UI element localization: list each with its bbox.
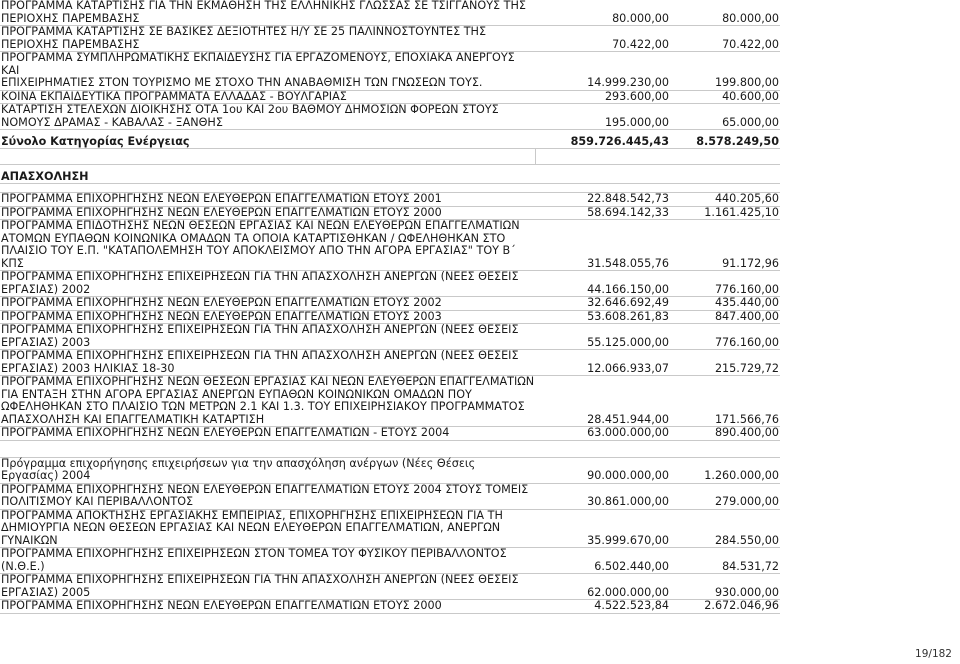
row-value-1: 6.502.440,00 (535, 548, 670, 574)
row-description: ΚΟΙΝΑ ΕΚΠΑΙΔΕΥΤΙΚΑ ΠΡΟΓΡΑΜΜΑΤΑ ΕΛΛΑΔΑΣ - ΒΟΥΛΓΑΡΙΑΣ (0, 90, 535, 104)
row-value-1: 30.861.000,00 (535, 483, 670, 509)
row-value-2: 847.400,00 (670, 310, 780, 324)
table-section-training (0, 0, 780, 130)
table-row (0, 310, 780, 324)
row-value-1: 28.451.944,00 (535, 376, 670, 427)
row-value-1: 31.548.055,76 (535, 220, 670, 271)
row-value-2: 930.000,00 (670, 574, 780, 600)
row-description: ΠΡΟΓΡΑΜΜΑ ΕΠΙΧΟΡΗΓΗΣΗΣ ΕΠΙΧΕΙΡΗΣΕΩΝ ΣΤΟΝ ΤΟΜΕΑ ΤΟΥ ΦΥΣΙΚΟΥ ΠΕΡΙΒΑΛΛΟΝΤΟΣ (Ν.Θ.Ε.) (0, 548, 535, 574)
row-value-2: 776.160,00 (670, 271, 780, 297)
table-row (0, 376, 780, 427)
row-description: ΠΡΟΓΡΑΜΜΑ ΕΠΙΧΟΡΗΓΗΣΗΣ ΕΠΙΧΕΙΡΗΣΕΩΝ ΓΙΑ ΤΗΝ ΑΠΑΣΧΟΛΗΣΗ ΑΝΕΡΓΩΝ (ΝΕΕΣ ΘΕΣΕΙΣ ΕΡΓΑΣΙΑΣ) 2003 (0, 324, 535, 350)
row-description: ΠΡΟΓΡΑΜΜΑ ΕΠΙΧΟΡΗΓΗΣΗΣ ΝΕΩΝ ΘΕΣΕΩΝ ΕΡΓΑΣΙΑΣ ΚΑΙ ΝΕΩΝ ΕΛΕΥΘΕΡΩΝ ΕΠΑΓΓΕΛΜΑΤΙΩΝ ΓΙΑ ΕΝΤΑΞΗ ΣΤΗΝ ΑΓΟΡΑ ΕΡΓΑΣΙΑΣ ΑΝΕΡΓΩΝ ΕΥΠΑΘΩΝ ΚΟΙΝΩΝΙΚΩΝ ΟΜΑΔΩΝ ΠΟΥ ΩΦΕΛΗΘΗΚΑΝ ΣΤΟ ΠΛΑΙΣΙΟ ΤΩΝ ΜΕΤΡΩΝ 2.1 ΚΑΙ 1.3. ΤΟΥ ΕΠΙΧΕΙΡΗΣΙΑΚΟΥ ΠΡΟΓΡΑΜΜΑΤΟΣ ΑΠΑΣΧΟΛΗΣΗ ΚΑΙ ΕΠΑΓΓΕΛΜΑΤΙΚΗ ΚΑΤΑΡΤΙΣΗ (1, 375, 535, 426)
table-row (0, 350, 780, 376)
row-description: ΠΡΟΓΡΑΜΜΑ ΕΠΙΧΟΡΗΓΗΣΗΣ ΕΠΙΧΕΙΡΗΣΕΩΝ ΓΙΑ ΤΗΝ ΑΠΑΣΧΟΛΗΣΗ ΑΝΕΡΓΩΝ (ΝΕΕΣ ΘΕΣΕΙΣ ΕΡΓΑΣΙΑΣ) 2002 (0, 271, 535, 297)
table-row (0, 0, 780, 26)
row-value-2: 171.566,76 (670, 376, 780, 427)
table-row (0, 600, 780, 614)
table-total-section (0, 130, 780, 193)
row-value-1: 195.000,00 (535, 104, 670, 130)
row-value-2: 440.205,60 (670, 193, 780, 207)
row-description: ΠΡΟΓΡΑΜΜΑ ΕΠΙΧΟΡΗΓΗΣΗΣ ΝΕΩΝ ΕΛΕΥΘΕΡΩΝ ΕΠΑΓΓΕΛΜΑΤΙΩΝ ΕΤΟΥΣ 2001 (0, 193, 535, 207)
table-row (0, 52, 780, 91)
category-total-value-2: 8.578.249,50 (670, 130, 780, 149)
row-description: ΠΡΟΓΡΑΜΜΑ ΚΑΤΑΡΤΙΣΗΣ ΓΙΑ ΤΗΝ ΕΚΜΑΘΗΣΗ ΤΗΣ ΕΛΛΗΝΙΚΗΣ ΓΛΩΣΣΑΣ ΣΕ ΤΣΙΓΓΑΝΟΥΣ ΤΗΣ ΠΕΡΙΟΧΗΣ ΠΑΡΕΜΒΑΣΗΣ (0, 0, 535, 26)
row-value-1: 32.646.692,49 (535, 297, 670, 311)
table-row (0, 574, 780, 600)
row-value-2: 1.260.000,00 (670, 457, 780, 483)
row-description: ΠΡΟΓΡΑΜΜΑ ΕΠΙΧΟΡΗΓΗΣΗΣ ΝΕΩΝ ΕΛΕΥΘΕΡΩΝ ΕΠΑΓΓΕΛΜΑΤΙΩΝ ΕΤΟΥΣ 2004 ΣΤΟΥΣ ΤΟΜΕΙΣ ΠΟΛΙΤΙΣΜΟΥ ΚΑΙ ΠΕΡΙΒΑΛΛΟΝΤΟΣ (0, 483, 535, 509)
row-value-1: 4.522.523,84 (535, 600, 670, 614)
row-value-1: 63.000.000,00 (535, 427, 670, 441)
row-value-1: 12.066.933,07 (535, 350, 670, 376)
row-value-2: 91.172,96 (670, 220, 780, 271)
row-value-2: 80.000,00 (670, 0, 780, 26)
table-row (0, 509, 780, 548)
row-description: ΠΡΟΓΡΑΜΜΑ ΣΥΜΠΛΗΡΩΜΑΤΙΚΗΣ ΕΚΠΑΙΔΕΥΣΗΣ ΓΙΑ ΕΡΓΑΖΟΜΕΝΟΥΣ, ΕΠΟΧΙΑΚΑ ΑΝΕΡΓΟΥΣ ΚΑΙ ΕΠΙΧΕΙΡΗΜΑΤΙΕΣ ΣΤΟΝ ΤΟΥΡΙΣΜΟ ΜΕ ΣΤΟΧΟ ΤΗΝ ΑΝΑΒΑΘΜΙΣΗ ΤΩΝ ΓΝΩΣΕΩΝ ΤΟΥΣ. (0, 52, 535, 91)
page-number: 19/182 (915, 648, 952, 660)
row-value-1: 62.000.000,00 (535, 574, 670, 600)
row-value-2: 40.600,00 (670, 90, 780, 104)
table-row (0, 427, 780, 441)
row-value-2: 284.550,00 (670, 509, 780, 548)
row-value-1: 53.608.261,83 (535, 310, 670, 324)
row-value-2: 70.422,00 (670, 26, 780, 52)
table-row (0, 271, 780, 297)
table-row (0, 297, 780, 311)
row-value-2: 215.729,72 (670, 350, 780, 376)
row-value-1: 90.000.000,00 (535, 457, 670, 483)
row-value-2: 199.800,00 (670, 52, 780, 91)
row-value-2: 435.440,00 (670, 297, 780, 311)
row-description: Πρόγραμμα επιχορήγησης επιχειρήσεων για την απασχόληση ανέργων (Νέες Θέσεις Εργασίας) 2004 (0, 457, 535, 483)
row-value-1: 293.600,00 (535, 90, 670, 104)
row-description: ΠΡΟΓΡΑΜΜΑ ΚΑΤΑΡΤΙΣΗΣ ΣΕ ΒΑΣΙΚΕΣ ΔΕΞΙΟΤΗΤΕΣ Η/Υ ΣΕ 25 ΠΑΛΙΝΝΟΣΤΟΥΝΤΕΣ ΤΗΣ ΠΕΡΙΟΧΗΣ ΠΑΡΕΜΒΑΣΗΣ (0, 26, 535, 52)
row-description: ΠΡΟΓΡΑΜΜΑ ΕΠΙΧΟΡΗΓΗΣΗΣ ΝΕΩΝ ΕΛΕΥΘΕΡΩΝ ΕΠΑΓΓΕΛΜΑΤΙΩΝ ΕΤΟΥΣ 2000 (0, 206, 535, 220)
row-description: ΠΡΟΓΡΑΜΜΑ ΕΠΙΧΟΡΗΓΗΣΗΣ ΕΠΙΧΕΙΡΗΣΕΩΝ ΓΙΑ ΤΗΝ ΑΠΑΣΧΟΛΗΣΗ ΑΝΕΡΓΩΝ (ΝΕΕΣ ΘΕΣΕΙΣ ΕΡΓΑΣΙΑΣ) 2003 ΗΛΙΚΙΑΣ 18-30 (0, 350, 535, 376)
row-description: ΠΡΟΓΡΑΜΜΑ ΕΠΙΔΟΤΗΣΗΣ ΝΕΩΝ ΘΕΣΕΩΝ ΕΡΓΑΣΙΑΣ ΚΑΙ ΝΕΩΝ ΕΛΕΥΘΕΡΩΝ ΕΠΑΓΓΕΛΜΑΤΙΩΝ ΑΤΟΜΩΝ ΕΥΠΑΘΩΝ ΚΟΙΝΩΝΙΚΑ ΟΜΑΔΩΝ ΤΑ ΟΠΟΙΑ ΚΑΤΑΡΤΙΣΘΗΚΑΝ / ΩΦΕΛΗΘΗΚΑΝ ΣΤΟ ΠΛΑΙΣΙΟ ΤΟΥ Ε.Π. "ΚΑΤΑΠΟΛΕΜΗΣΗ ΤΟΥ ΑΠΟΚΛΕΙΣΜΟΥ ΑΠΟ ΤΗΝ ΑΓΟΡΑ ΕΡΓΑΣΙΑΣ" ΤΟΥ Β΄ ΚΠΣ (0, 220, 535, 271)
category-total-label: Σύνολο Κατηγορίας Ενέργειας (0, 130, 535, 149)
row-value-1: 55.125.000,00 (535, 324, 670, 350)
row-value-1: 70.422,00 (535, 26, 670, 52)
row-description: ΠΡΟΓΡΑΜΜΑ ΕΠΙΧΟΡΗΓΗΣΗΣ ΝΕΩΝ ΕΛΕΥΘΕΡΩΝ ΕΠΑΓΓΕΛΜΑΤΙΩΝ - ΕΤΟΥΣ 2004 (0, 427, 535, 441)
table-row (0, 193, 780, 207)
row-value-1: 14.999.230,00 (535, 52, 670, 91)
row-value-1: 35.999.670,00 (535, 509, 670, 548)
table-section-employment-a (0, 193, 780, 441)
section-heading: ΑΠΑΣΧΟΛΗΣΗ (0, 165, 535, 184)
row-description: ΠΡΟΓΡΑΜΜΑ ΕΠΙΧΟΡΗΓΗΣΗΣ ΝΕΩΝ ΕΛΕΥΘΕΡΩΝ ΕΠΑΓΓΕΛΜΑΤΙΩΝ ΕΤΟΥΣ 2000 (0, 600, 535, 614)
table-row (0, 220, 780, 271)
table-section-employment-b (0, 457, 780, 613)
section-heading-row (0, 165, 780, 184)
category-total-value-1: 859.726.445,43 (535, 130, 670, 149)
table-row (0, 104, 780, 130)
blank-row (0, 149, 780, 165)
row-description: ΠΡΟΓΡΑΜΜΑ ΕΠΙΧΟΡΗΓΗΣΗΣ ΝΕΩΝ ΕΛΕΥΘΕΡΩΝ ΕΠΑΓΓΕΛΜΑΤΙΩΝ ΕΤΟΥΣ 2003 (0, 310, 535, 324)
row-description: ΠΡΟΓΡΑΜΜΑ ΕΠΙΧΟΡΗΓΗΣΗΣ ΝΕΩΝ ΕΛΕΥΘΕΡΩΝ ΕΠΑΓΓΕΛΜΑΤΙΩΝ ΕΤΟΥΣ 2002 (0, 297, 535, 311)
table-row (0, 26, 780, 52)
table-row (0, 206, 780, 220)
row-value-2: 2.672.046,96 (670, 600, 780, 614)
row-value-2: 65.000,00 (670, 104, 780, 130)
row-value-2: 84.531,72 (670, 548, 780, 574)
row-description: ΠΡΟΓΡΑΜΜΑ ΕΠΙΧΟΡΗΓΗΣΗΣ ΕΠΙΧΕΙΡΗΣΕΩΝ ΓΙΑ ΤΗΝ ΑΠΑΣΧΟΛΗΣΗ ΑΝΕΡΓΩΝ (ΝΕΕΣ ΘΕΣΕΙΣ ΕΡΓΑΣΙΑΣ) 2005 (0, 574, 535, 600)
row-value-2: 776.160,00 (670, 324, 780, 350)
row-value-1: 80.000,00 (535, 0, 670, 26)
table-row (0, 324, 780, 350)
row-value-2: 890.400,00 (670, 427, 780, 441)
row-value-2: 1.161.425,10 (670, 206, 780, 220)
row-value-1: 58.694.142,33 (535, 206, 670, 220)
table-row (0, 483, 780, 509)
row-value-1: 22.848.542,73 (535, 193, 670, 207)
table-row (0, 457, 780, 483)
category-total-row (0, 130, 780, 149)
table-row (0, 90, 780, 104)
row-value-2: 279.000,00 (670, 483, 780, 509)
row-description: ΚΑΤΑΡΤΙΣΗ ΣΤΕΛΕΧΩΝ ΔΙΟΙΚΗΣΗΣ ΟΤΑ 1ου ΚΑΙ 2ου ΒΑΘΜΟΥ ΔΗΜΟΣΙΩΝ ΦΟΡΕΩΝ ΣΤΟΥΣ ΝΟΜΟΥΣ ΔΡΑΜΑΣ - ΚΑΒΑΛΑΣ - ΞΑΝΘΗΣ (0, 104, 535, 130)
row-value-1: 44.166.150,00 (535, 271, 670, 297)
row-description: ΠΡΟΓΡΑΜΜΑ ΑΠΟΚΤΗΣΗΣ ΕΡΓΑΣΙΑΚΗΣ ΕΜΠΕΙΡΙΑΣ, ΕΠΙΧΟΡΗΓΗΣΗΣ ΕΠΙΧΕΙΡΗΣΕΩΝ ΓΙΑ ΤΗ ΔΗΜΙΟΥΡΓΙΑ ΝΕΩΝ ΘΕΣΕΩΝ ΕΡΓΑΣΙΑΣ ΚΑΙ ΝΕΩΝ ΕΛΕΥΘΕΡΩΝ ΕΠΑΓΓΕΛΜΑΤΙΩΝ, ΑΝΕΡΓΩΝ ΓΥΝΑΙΚΩΝ (0, 509, 535, 548)
table-row (0, 548, 780, 574)
